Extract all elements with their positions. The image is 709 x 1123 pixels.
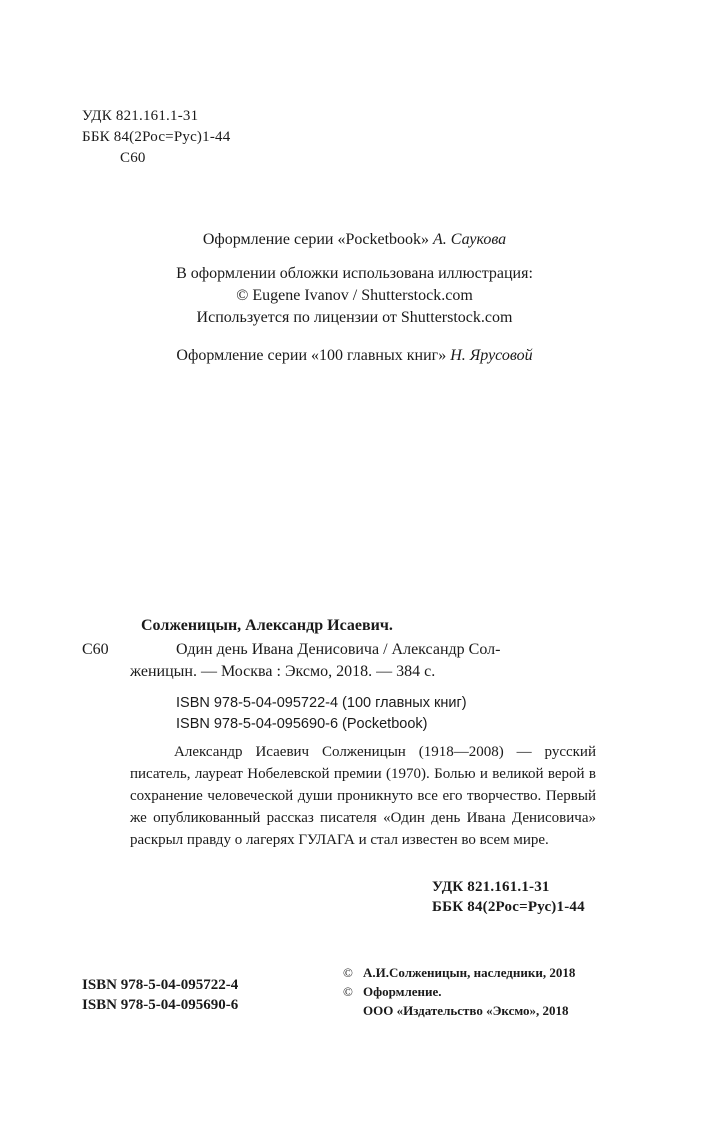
series-100-credits [0, 345, 709, 367]
copyright-design: Оформление. [363, 984, 442, 999]
copyright-line-3: ООО «Издательство «Эксмо», 2018 [363, 1003, 569, 1018]
bottom-isbn-1: ISBN 978-5-04-095722-4 [82, 977, 239, 993]
annotation-text: Александр Исаевич Солженицын (1918—2008) — русский писатель, лауреат Нобелевской премии (1970). Болью и великой верой в сохранение человеческой души проникнуто все его творчество. Первый же опубликованный рассказ писателя «Один день Ивана Денисовича» раскрыл правду о лагерях ГУЛАГА и стал известен во всем мире. [130, 744, 596, 848]
series-100-designer: Н. Ярусовой [450, 347, 533, 364]
credits-block [0, 229, 709, 251]
isbn-line-1: ISBN 978-5-04-095722-4 (100 главных книг) [176, 695, 467, 711]
series-pocketbook-credit [0, 229, 709, 251]
illustration-copyright: © Eugene Ivanov / Shutterstock.com [236, 287, 473, 304]
copyright-line-1 [343, 963, 575, 983]
title-line-1: Один день Ивана Денисовича / Александр Сол- [176, 641, 501, 658]
bbk-code-top: ББК 84(2Рос=Рус)1-44 [82, 129, 231, 145]
series-pocketbook-designer: А. Саукова [433, 231, 507, 248]
series-100-label: Оформление серии «100 главных книг» [176, 347, 447, 364]
copyright-line-2 [343, 982, 442, 1002]
title-line-2: женицын. — Москва : Эксмо, 2018. — 384 с. [130, 663, 436, 680]
copyright-holder: А.И.Солженицын, наследники, 2018 [363, 965, 576, 980]
copyright-symbol: © [343, 965, 353, 980]
annotation [130, 741, 596, 851]
cover-illustration-line: В оформлении обложки использована иллюстрация: [176, 265, 533, 282]
bbk-code: ББК 84(2Рос=Рус)1-44 [432, 899, 585, 915]
udk-code-top: УДК 821.161.1-31 [82, 108, 199, 124]
author-mark: С60 [82, 641, 109, 658]
illustration-credits [0, 263, 709, 329]
series-pocketbook-label: Оформление серии «Pocketbook» [202, 231, 430, 248]
copyright-symbol: © [343, 984, 353, 999]
author-mark-top: С60 [120, 150, 146, 166]
license-line: Используется по лицензии от Shutterstock.com [196, 309, 513, 326]
bottom-isbn-2: ISBN 978-5-04-095690-6 [82, 997, 239, 1013]
isbn-line-2: ISBN 978-5-04-095690-6 (Pocketbook) [176, 716, 428, 732]
author-heading: Солженицын, Александр Исаевич. [141, 617, 393, 634]
udk-code: УДК 821.161.1-31 [432, 879, 550, 895]
series-100-credit [0, 345, 709, 367]
